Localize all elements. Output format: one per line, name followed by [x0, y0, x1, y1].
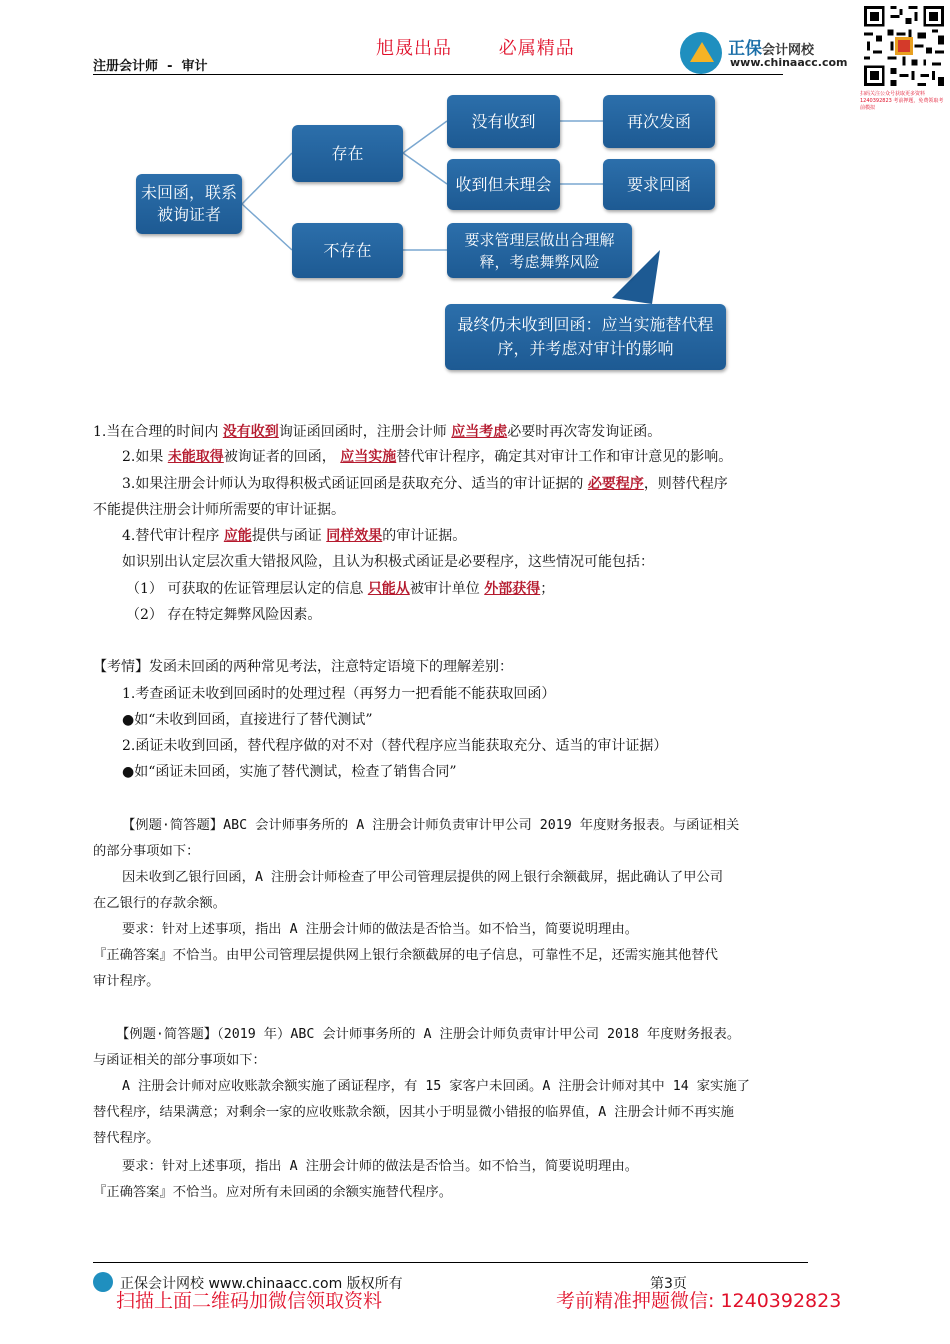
logo-name: 正保会计网校: [728, 39, 815, 59]
example1-line-2: 的部分事项如下：: [93, 844, 200, 859]
exam-note-2: ●如“未收到回函，直接进行了替代测试”: [122, 712, 373, 728]
node-resend: 再次发函: [603, 95, 715, 148]
page-number: 第3页: [650, 1276, 687, 1292]
exam-notes-title: 【考情】发函未回函的两种常见考法，注意特定语境下的理解差别：: [93, 659, 513, 675]
node-received-ignored: 收到但未理会: [447, 159, 560, 210]
point-4: 4.替代审计程序 应能提供与函证 同样效果的审计证据。: [122, 528, 467, 544]
qr-caption: 扫码关注公众号获取更多资料 1240392823 考前押题，免费领取考前模拟: [860, 91, 944, 111]
slogan-right: 必属精品: [498, 38, 575, 59]
example1-line-4: 在乙银行的存款余额。: [93, 896, 226, 911]
footer-copyright: 正保会计网校 www.chinaacc.com 版权所有: [120, 1276, 403, 1292]
node-request-reply: 要求回函: [603, 159, 715, 210]
node-not-exists: 不存在: [292, 223, 403, 278]
node-unreplied: 未回函，联系被询证者: [136, 174, 242, 234]
point-5: 如识别出认定层次重大错报风险，且认为积极式函证是必要程序，这些情况可能包括：: [122, 554, 654, 570]
course-title: 注册会计师 - 审计: [93, 59, 208, 74]
node-callout: 最终仍未收到回函：应当实施替代程序，并考虑对审计的影响: [445, 304, 726, 370]
example1-line-5: 要求：针对上述事项，指出 A 注册会计师的做法是否恰当。如不恰当，简要说明理由。: [122, 922, 638, 937]
example2-answer: 『正确答案』不恰当。应对所有未回函的余额实施替代程序。: [93, 1185, 453, 1200]
example1-answer-cont: 审计程序。: [93, 974, 160, 989]
slogan-left: 旭晟出品: [376, 38, 452, 59]
example2-line-5: 替代程序。: [93, 1131, 160, 1146]
node-not-received: 没有收到: [447, 95, 560, 148]
footer-logo-icon: [93, 1272, 113, 1292]
exam-note-1: 1.考查函证未收到回函时的处理过程（再努力一把看能不能获取回函）: [122, 686, 556, 702]
point-3-cont: 不能提供注册会计师所需要的审计证据。: [93, 502, 345, 518]
example2-line-3: A 注册会计师对应收账款余额实施了函证程序，有 15 家客户未回函。A 注册会计师对其中 14 家实施了: [122, 1079, 750, 1094]
promo-wechat-text: 考前精准押题微信: 1240392823: [556, 1290, 842, 1312]
example1-answer: 『正确答案』不恰当。由甲公司管理层提供网上银行余额截屏的电子信息，可靠性不足，还需实施其他替代: [93, 948, 718, 963]
point-6: （1） 可获取的佐证管理层认定的信息 只能从被审计单位 外部获得；: [126, 581, 555, 597]
example2-line-6: 要求：针对上述事项，指出 A 注册会计师的做法是否恰当。如不恰当，简要说明理由。: [122, 1159, 638, 1174]
node-mgmt-explain: 要求管理层做出合理解释，考虑舞弊风险: [447, 223, 632, 278]
node-exists: 存在: [292, 125, 403, 182]
point-3: 3.如果注册会计师认为取得积极式函证回函是获取充分、适当的审计证据的 必要程序，则替代程序: [122, 476, 728, 492]
point-7: （2） 存在特定舞弊风险因素。: [126, 607, 322, 623]
example1-line-3: 因未收到乙银行回函，A 注册会计师检查了甲公司管理层提供的网上银行余额截屏，据此确认了甲公司: [122, 870, 724, 885]
example1-line-1: 【例题·简答题】ABC 会计师事务所的 A 注册会计师负责审计甲公司 2019 年度财务报表。与函证相关: [122, 818, 740, 833]
promo-qr-text: 扫描上面二维码加微信领取资料: [116, 1290, 383, 1312]
point-2: 2.如果 未能取得被询证者的回函， 应当实施替代审计程序，确定其对审计工作和审计意见的影响。: [122, 449, 733, 465]
example2-line-1: 【例题·简答题】（2019 年）ABC 会计师事务所的 A 注册会计师负责审计甲公司 2018 年度财务报表。: [116, 1027, 741, 1042]
example2-line-4: 替代程序，结果满意；对剩余一家的应收账款余额，因其小于明显微小错报的临界值，A 注册会计师不再实施: [93, 1105, 734, 1120]
point-1: 1.当在合理的时间内 没有收到询证函回函时，注册会计师 应当考虑必要时再次寄发询证函。: [93, 424, 662, 440]
exam-note-3: 2.函证未收到回函，替代程序做的对不对（替代程序应当能获取充分、适当的审计证据）: [122, 738, 668, 754]
example2-line-2: 与函证相关的部分事项如下：: [93, 1053, 266, 1068]
logo-url: www.chinaacc.com: [730, 56, 848, 69]
footer-divider: [93, 1262, 808, 1263]
exam-note-4: ●如“函证未回函，实施了替代测试，检查了销售合同”: [122, 764, 457, 780]
